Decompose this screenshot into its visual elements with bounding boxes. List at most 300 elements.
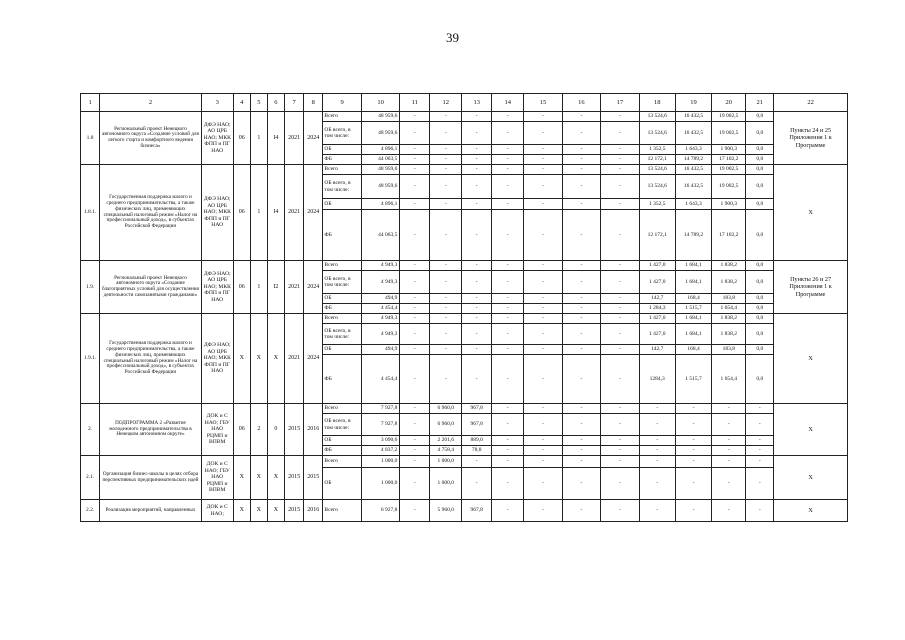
- value-cell: -: [430, 112, 462, 122]
- value-cell: -: [462, 345, 492, 355]
- note-cell: X: [774, 500, 848, 522]
- value-cell: -: [562, 456, 600, 468]
- value-cell: -: [430, 324, 462, 345]
- value-cell: -: [601, 468, 639, 500]
- value-cell: 0,0: [746, 165, 774, 175]
- value-cell: -: [400, 500, 430, 522]
- value-cell: 1 838,2: [712, 271, 746, 294]
- value-cell: -: [601, 436, 639, 446]
- executor: ДФЭ НАО; АО ЦРБ НАО; МКК ФПП и ПГ НАО: [201, 112, 233, 165]
- value-cell: -: [400, 414, 430, 436]
- header-cell: 6: [267, 94, 284, 112]
- header-cell: 18: [639, 94, 675, 112]
- value-cell: -: [430, 304, 462, 314]
- item-name: Государственная поддержка малого и среднего предпринимательства, а также физических лиц, применяющих специальный налоговый режим «Налог на профессиональный доход», в субъектах Российской Федерации: [100, 165, 201, 261]
- value-cell: -: [492, 355, 524, 404]
- value-cell: 1 684,1: [675, 271, 711, 294]
- value-cell: 16 432,5: [675, 165, 711, 175]
- value-cell: -: [712, 468, 746, 500]
- value-cell: -: [639, 500, 675, 522]
- code-cell: I2: [267, 261, 284, 314]
- value-cell: 13 524,6: [639, 165, 675, 175]
- value-cell: -: [492, 112, 524, 122]
- value-cell: -: [400, 112, 430, 122]
- funding-source: ОБ всего, в том числе:: [323, 122, 361, 145]
- note-cell: Пункты 26 и 27 Приложения 1 к Программе: [774, 261, 848, 314]
- header-cell: 10: [361, 94, 399, 112]
- executor: ДФЭ НАО; АО ЦРБ НАО; МКК ФПП и ПГ НАО: [201, 261, 233, 314]
- end-year: 2024: [304, 112, 323, 165]
- value-cell: -: [562, 210, 600, 261]
- value-cell: -: [400, 145, 430, 155]
- start-year: 2021: [284, 314, 303, 404]
- item-name: ПОДПРОГРАММА 2 «Развитие молодежного предпринимательства в Ненецком автономном округе»: [100, 404, 201, 456]
- value-cell: 168,4: [675, 345, 711, 355]
- value-cell: -: [601, 175, 639, 199]
- value-cell: 1 352,5: [639, 145, 675, 155]
- value-cell: 0,0: [746, 261, 774, 271]
- funding-source: Всего: [323, 165, 361, 175]
- value-cell: -: [400, 324, 430, 345]
- value-cell: -: [492, 436, 524, 446]
- row-number: 1.9.1.: [81, 314, 100, 404]
- value-cell: 1 427,0: [639, 261, 675, 271]
- funding-source: ОБ: [323, 294, 361, 304]
- value-cell: -: [601, 324, 639, 345]
- value-cell: -: [430, 210, 462, 261]
- value-cell: 1 427,0: [639, 324, 675, 345]
- value-cell: -: [524, 414, 562, 436]
- value-cell: -: [639, 404, 675, 414]
- funding-source: Всего: [323, 112, 361, 122]
- funding-source: ОБ: [323, 199, 361, 210]
- code-cell: 1: [250, 112, 267, 165]
- value-cell: 0,0: [746, 345, 774, 355]
- value-cell: -: [639, 456, 675, 468]
- value-cell: 1284,3: [639, 355, 675, 404]
- value-cell: -: [712, 500, 746, 522]
- header-cell: 15: [524, 94, 562, 112]
- value-cell: -: [492, 122, 524, 145]
- value-cell: 494,9: [361, 345, 399, 355]
- value-cell: -: [639, 436, 675, 446]
- value-cell: -: [601, 261, 639, 271]
- header-cell: 9: [323, 94, 361, 112]
- value-cell: 6 960,0: [430, 404, 462, 414]
- row-number: 1.8.1.: [81, 165, 100, 261]
- start-year: 2021: [284, 112, 303, 165]
- header-cell: 1: [81, 94, 100, 112]
- value-cell: 4 837,2: [361, 446, 399, 456]
- executor: ДОК и С НАО; ГБУ НАО РЦМП и ВПВМ: [201, 456, 233, 500]
- value-cell: 17 102,2: [712, 155, 746, 165]
- header-cell: 13: [462, 94, 492, 112]
- value-cell: -: [712, 436, 746, 446]
- value-cell: -: [492, 145, 524, 155]
- table-row: [81, 165, 848, 175]
- value-cell: 48 959,6: [361, 112, 399, 122]
- value-cell: -: [430, 165, 462, 175]
- header-cell: 22: [774, 94, 848, 112]
- code-cell: 06: [233, 165, 250, 261]
- value-cell: 1 000,0: [361, 456, 399, 468]
- start-year: 2015: [284, 404, 303, 456]
- value-cell: 48 959,6: [361, 175, 399, 199]
- value-cell: 4 454,4: [361, 304, 399, 314]
- value-cell: -: [601, 210, 639, 261]
- code-cell: 06: [233, 261, 250, 314]
- table-row: [81, 456, 848, 468]
- table-row: [81, 314, 848, 324]
- value-cell: -: [524, 314, 562, 324]
- value-cell: 1 900,3: [712, 145, 746, 155]
- value-cell: -: [524, 436, 562, 446]
- value-cell: -: [524, 446, 562, 456]
- value-cell: -: [430, 155, 462, 165]
- value-cell: -: [462, 165, 492, 175]
- value-cell: 0,0: [746, 155, 774, 165]
- value-cell: -: [492, 271, 524, 294]
- value-cell: -: [562, 155, 600, 165]
- note-cell: X: [774, 404, 848, 456]
- value-cell: -: [746, 500, 774, 522]
- code-cell: 2: [250, 404, 267, 456]
- value-cell: -: [562, 199, 600, 210]
- value-cell: -: [524, 456, 562, 468]
- value-cell: -: [400, 345, 430, 355]
- value-cell: -: [492, 500, 524, 522]
- code-cell: X: [267, 314, 284, 404]
- executor: ДОК и С НАО;: [201, 500, 233, 522]
- value-cell: -: [524, 355, 562, 404]
- value-cell: -: [462, 314, 492, 324]
- value-cell: -: [562, 345, 600, 355]
- table-body: [81, 94, 848, 522]
- header-cell: 4: [233, 94, 250, 112]
- value-cell: 1 000,0: [430, 468, 462, 500]
- end-year: 2015: [304, 456, 323, 500]
- header-cell: 16: [562, 94, 600, 112]
- value-cell: -: [400, 404, 430, 414]
- value-cell: 14 789,2: [675, 155, 711, 165]
- value-cell: -: [400, 271, 430, 294]
- value-cell: -: [601, 404, 639, 414]
- value-cell: -: [562, 294, 600, 304]
- value-cell: -: [675, 456, 711, 468]
- value-cell: 967,8: [462, 500, 492, 522]
- value-cell: 1 838,2: [712, 324, 746, 345]
- value-cell: -: [462, 304, 492, 314]
- funding-source: ОБ: [323, 345, 361, 355]
- header-cell: 5: [250, 94, 267, 112]
- value-cell: -: [601, 314, 639, 324]
- value-cell: -: [524, 145, 562, 155]
- value-cell: -: [430, 199, 462, 210]
- funding-source: Всего: [323, 456, 361, 468]
- item-name: Региональный проект Ненецкого автономного округа «Создание условий для легкого старта и комфортного ведения бизнеса»: [100, 112, 201, 165]
- header-cell: 17: [601, 94, 639, 112]
- item-name: Региональный проект Ненецкого автономного округа «Создание благоприятных условий для осуществления деятельности самозанятыми гражданами»: [100, 261, 201, 314]
- value-cell: -: [562, 112, 600, 122]
- value-cell: -: [524, 468, 562, 500]
- item-name: Государственная поддержка малого и среднего предпринимательства, а также физических лиц, применяющих специальный налоговый режим «Налог на профессиональный доход», в субъектах Российской Федерации: [100, 314, 201, 404]
- value-cell: 183,8: [712, 294, 746, 304]
- value-cell: -: [562, 414, 600, 436]
- value-cell: -: [562, 304, 600, 314]
- funding-source: ОБ всего, в том числе:: [323, 271, 361, 294]
- value-cell: 1 654,4: [712, 355, 746, 404]
- value-cell: -: [639, 446, 675, 456]
- value-cell: -: [524, 165, 562, 175]
- value-cell: 4 896,1: [361, 145, 399, 155]
- value-cell: -: [562, 436, 600, 446]
- value-cell: 1 515,7: [675, 304, 711, 314]
- value-cell: 44 063,5: [361, 155, 399, 165]
- value-cell: 142,7: [639, 294, 675, 304]
- value-cell: -: [601, 345, 639, 355]
- value-cell: -: [492, 304, 524, 314]
- value-cell: 1 654,4: [712, 304, 746, 314]
- start-year: 2015: [284, 500, 303, 522]
- value-cell: 1 684,1: [675, 261, 711, 271]
- table-row: [81, 500, 848, 522]
- value-cell: -: [562, 324, 600, 345]
- row-number: 1.9.: [81, 261, 100, 314]
- start-year: 2021: [284, 261, 303, 314]
- value-cell: -: [462, 294, 492, 304]
- code-cell: X: [250, 314, 267, 404]
- value-cell: -: [712, 414, 746, 436]
- row-number: 2.: [81, 404, 100, 456]
- funding-source: ФБ: [323, 155, 361, 165]
- value-cell: 12 172,1: [639, 155, 675, 165]
- value-cell: -: [562, 355, 600, 404]
- value-cell: 19 002,5: [712, 175, 746, 199]
- value-cell: -: [601, 112, 639, 122]
- value-cell: -: [562, 175, 600, 199]
- header-cell: 12: [430, 94, 462, 112]
- value-cell: 19 002,5: [712, 112, 746, 122]
- value-cell: -: [400, 304, 430, 314]
- value-cell: -: [492, 345, 524, 355]
- value-cell: -: [562, 165, 600, 175]
- table-row: [81, 112, 848, 122]
- value-cell: -: [712, 404, 746, 414]
- value-cell: -: [601, 456, 639, 468]
- header-cell: 19: [675, 94, 711, 112]
- value-cell: -: [492, 199, 524, 210]
- value-cell: 1 684,1: [675, 324, 711, 345]
- value-cell: 16 432,5: [675, 112, 711, 122]
- code-cell: X: [250, 456, 267, 500]
- value-cell: 0,0: [746, 145, 774, 155]
- value-cell: -: [601, 155, 639, 165]
- header-cell: 3: [201, 94, 233, 112]
- funding-source: ОБ: [323, 145, 361, 155]
- value-cell: -: [562, 122, 600, 145]
- value-cell: -: [524, 345, 562, 355]
- value-cell: 5 960,0: [430, 500, 462, 522]
- value-cell: -: [746, 468, 774, 500]
- table-row: [81, 261, 848, 271]
- funding-source: ОБ: [323, 468, 361, 500]
- value-cell: 0,0: [746, 314, 774, 324]
- header-row: [81, 94, 848, 112]
- executor: ДОК и С НАО; ГБУ НАО РЦМП и ВПВМ: [201, 404, 233, 456]
- value-cell: 44 063,5: [361, 210, 399, 261]
- value-cell: -: [524, 175, 562, 199]
- code-cell: 06: [233, 112, 250, 165]
- value-cell: -: [562, 261, 600, 271]
- value-cell: -: [400, 165, 430, 175]
- start-year: 2021: [284, 165, 303, 261]
- value-cell: 13 524,6: [639, 122, 675, 145]
- value-cell: -: [601, 145, 639, 155]
- end-year: 2016: [304, 404, 323, 456]
- value-cell: -: [524, 404, 562, 414]
- value-cell: -: [400, 456, 430, 468]
- value-cell: 0,0: [746, 355, 774, 404]
- value-cell: -: [462, 355, 492, 404]
- note-cell: X: [774, 456, 848, 500]
- value-cell: 1 900,3: [712, 199, 746, 210]
- row-number: 2.2.: [81, 500, 100, 522]
- value-cell: 1 838,2: [712, 314, 746, 324]
- value-cell: -: [462, 468, 492, 500]
- value-cell: 4 949,3: [361, 261, 399, 271]
- funding-source: Всего: [323, 314, 361, 324]
- value-cell: 1 643,3: [675, 199, 711, 210]
- value-cell: 6 960,0: [430, 414, 462, 436]
- value-cell: -: [462, 261, 492, 271]
- header-cell: 11: [400, 94, 430, 112]
- value-cell: -: [492, 165, 524, 175]
- value-cell: -: [400, 436, 430, 446]
- value-cell: -: [562, 145, 600, 155]
- value-cell: 1 643,3: [675, 145, 711, 155]
- code-cell: 0: [267, 404, 284, 456]
- value-cell: -: [430, 145, 462, 155]
- value-cell: -: [746, 404, 774, 414]
- page-number: 39: [446, 30, 459, 45]
- value-cell: -: [524, 199, 562, 210]
- value-cell: -: [675, 436, 711, 446]
- value-cell: -: [492, 294, 524, 304]
- header-cell: 8: [304, 94, 323, 112]
- value-cell: 168,4: [675, 294, 711, 304]
- value-cell: -: [746, 436, 774, 446]
- funding-source: ФБ: [323, 304, 361, 314]
- value-cell: -: [462, 199, 492, 210]
- value-cell: 0,0: [746, 199, 774, 210]
- code-cell: X: [233, 456, 250, 500]
- value-cell: -: [400, 314, 430, 324]
- value-cell: -: [675, 468, 711, 500]
- value-cell: -: [601, 294, 639, 304]
- value-cell: -: [601, 355, 639, 404]
- end-year: 2016: [304, 500, 323, 522]
- value-cell: -: [492, 175, 524, 199]
- value-cell: -: [675, 446, 711, 456]
- value-cell: -: [562, 404, 600, 414]
- executor: ДФЭ НАО; АО ЦРБ НАО; МКК ФПП и ПГ НАО: [201, 165, 233, 261]
- value-cell: 16 432,5: [675, 175, 711, 199]
- value-cell: 0,0: [746, 271, 774, 294]
- value-cell: -: [746, 456, 774, 468]
- code-cell: X: [233, 314, 250, 404]
- value-cell: 7 927,8: [361, 404, 399, 414]
- value-cell: -: [524, 112, 562, 122]
- funding-source: ФБ: [323, 446, 361, 456]
- value-cell: -: [712, 446, 746, 456]
- value-cell: -: [639, 414, 675, 436]
- value-cell: -: [562, 500, 600, 522]
- value-cell: -: [492, 155, 524, 165]
- value-cell: 14 789,2: [675, 210, 711, 261]
- row-number: 1.8: [81, 112, 100, 165]
- value-cell: 4 454,4: [361, 355, 399, 404]
- value-cell: -: [430, 314, 462, 324]
- code-cell: I4: [267, 165, 284, 261]
- note-cell: X: [774, 165, 848, 261]
- value-cell: -: [675, 414, 711, 436]
- value-cell: -: [524, 324, 562, 345]
- value-cell: 0,0: [746, 175, 774, 199]
- value-cell: -: [492, 456, 524, 468]
- value-cell: 13 524,6: [639, 175, 675, 199]
- table-row: [81, 404, 848, 414]
- header-cell: 21: [746, 94, 774, 112]
- value-cell: 16 432,5: [675, 122, 711, 145]
- value-cell: 1 427,0: [639, 314, 675, 324]
- value-cell: 48 959,6: [361, 122, 399, 145]
- header-cell: 14: [492, 94, 524, 112]
- value-cell: -: [492, 261, 524, 271]
- value-cell: -: [462, 155, 492, 165]
- value-cell: 4 949,3: [361, 324, 399, 345]
- value-cell: -: [400, 199, 430, 210]
- value-cell: -: [562, 314, 600, 324]
- value-cell: -: [492, 324, 524, 345]
- value-cell: 12 172,1: [639, 210, 675, 261]
- value-cell: -: [524, 294, 562, 304]
- item-name: Организация бизнес-школы в целях отбора перспективных предпринимательских идей: [100, 456, 201, 500]
- value-cell: 19 002,5: [712, 122, 746, 145]
- value-cell: -: [462, 210, 492, 261]
- funding-source: Всего: [323, 261, 361, 271]
- value-cell: -: [601, 199, 639, 210]
- value-cell: -: [601, 122, 639, 145]
- value-cell: -: [492, 404, 524, 414]
- value-cell: 889,0: [462, 436, 492, 446]
- item-name: Реализация мероприятий, направленных: [100, 500, 201, 522]
- code-cell: X: [250, 500, 267, 522]
- value-cell: -: [462, 271, 492, 294]
- value-cell: -: [524, 500, 562, 522]
- value-cell: -: [601, 446, 639, 456]
- end-year: 2024: [304, 261, 323, 314]
- value-cell: 4 758,4: [430, 446, 462, 456]
- value-cell: -: [492, 314, 524, 324]
- value-cell: -: [675, 500, 711, 522]
- value-cell: 1 000,0: [361, 468, 399, 500]
- value-cell: 0,0: [746, 294, 774, 304]
- value-cell: 1 684,1: [675, 314, 711, 324]
- value-cell: -: [430, 122, 462, 145]
- value-cell: -: [462, 175, 492, 199]
- value-cell: -: [400, 355, 430, 404]
- code-cell: X: [267, 500, 284, 522]
